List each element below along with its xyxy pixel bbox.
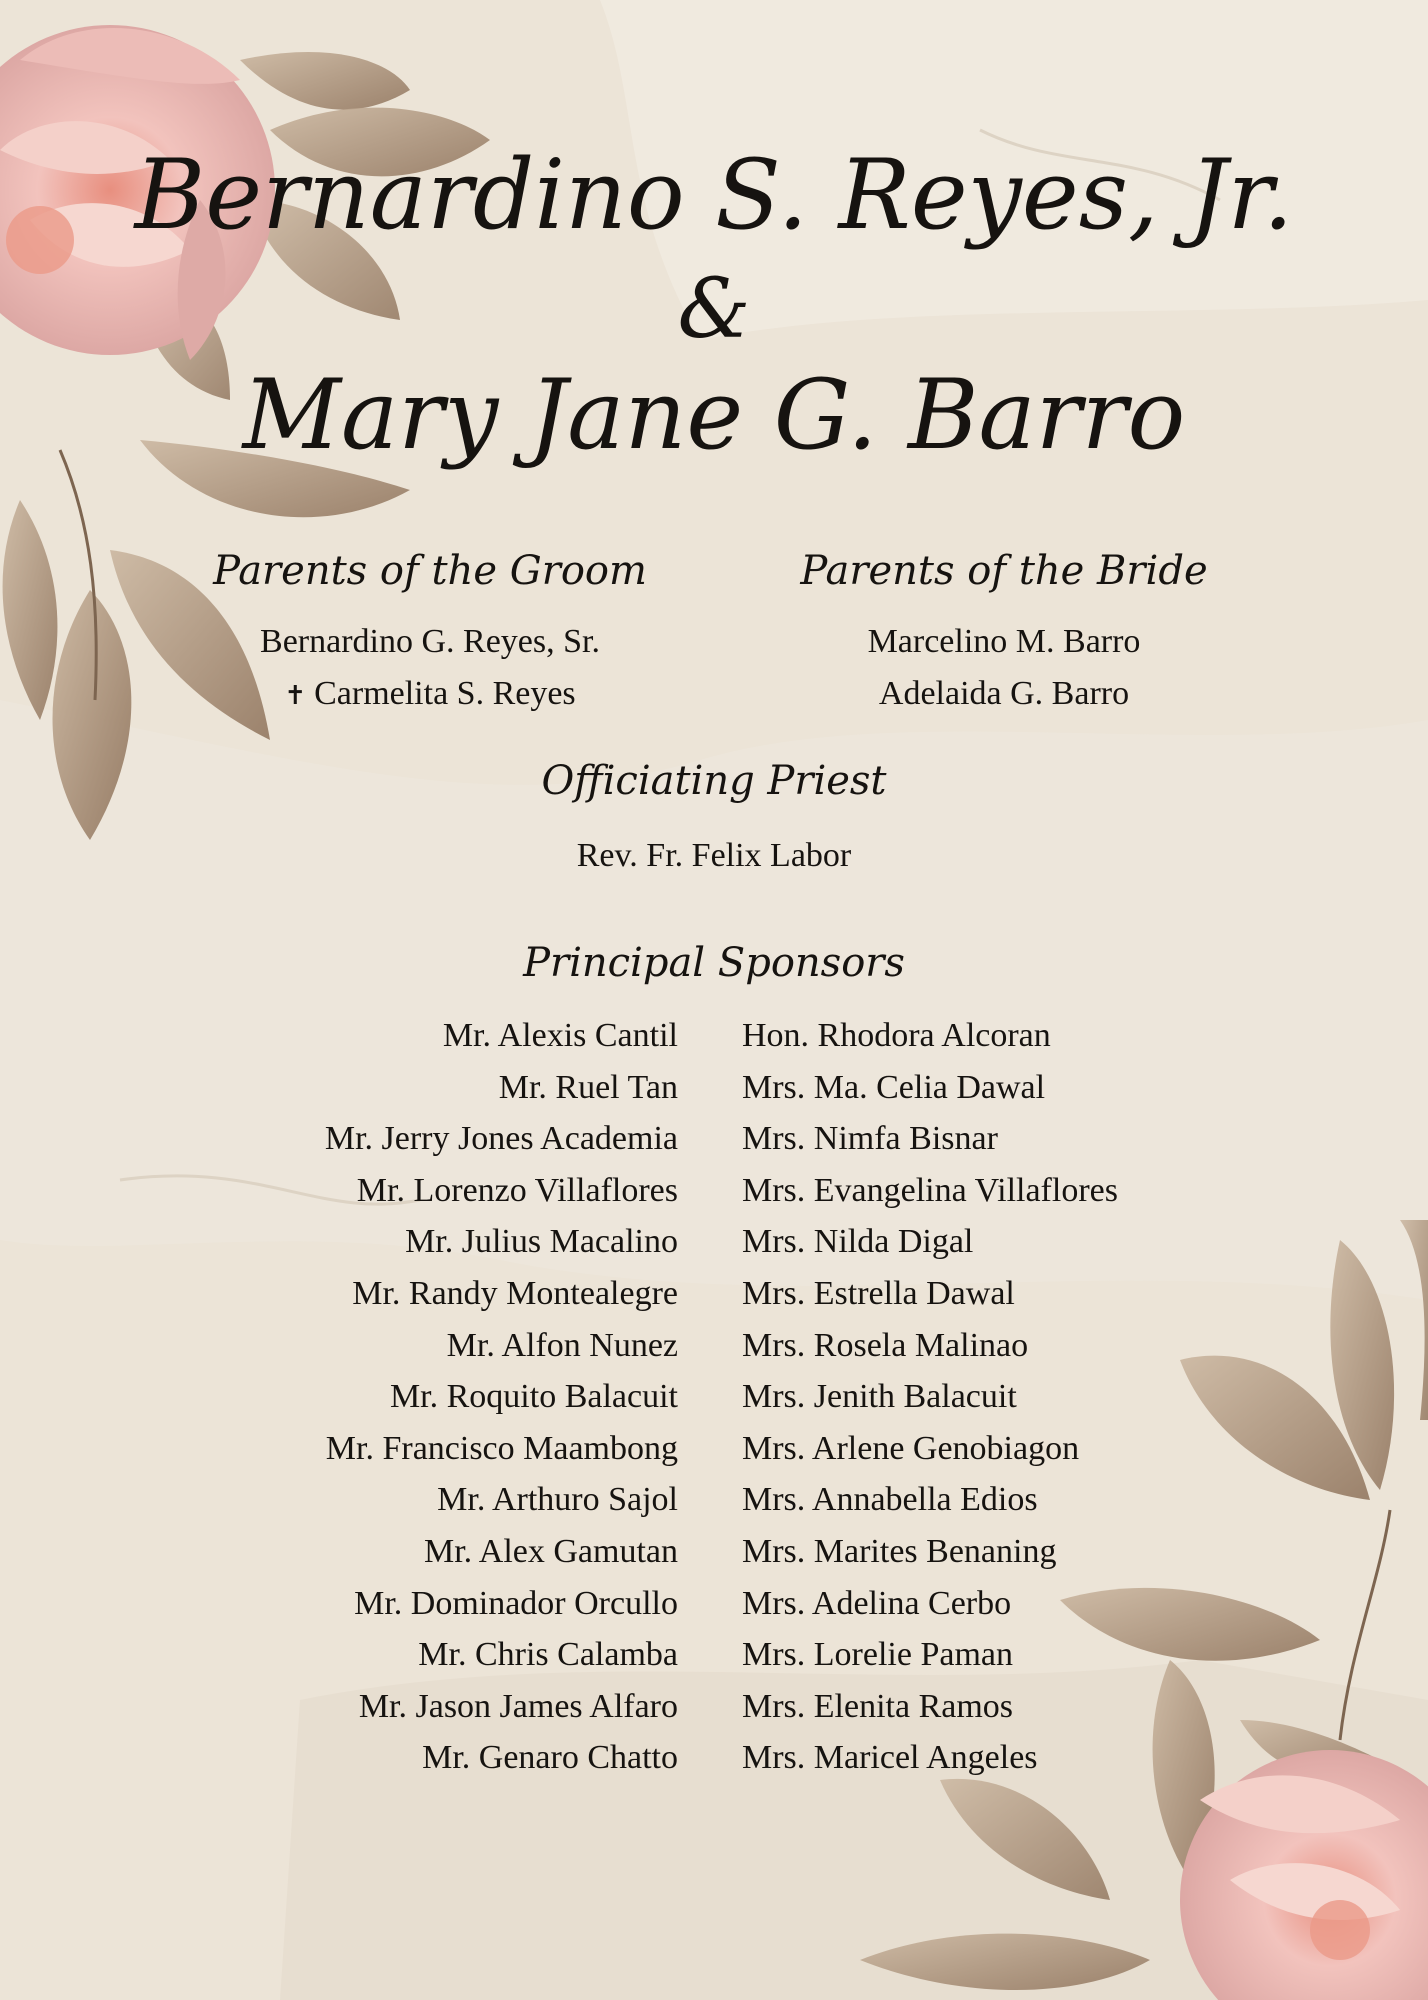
sponsor-name: Mrs. Adelina Cerbo (742, 1584, 1012, 1622)
groom-mother-row (170, 668, 690, 722)
bride-name: Mary Jane G. Barro (242, 359, 1186, 471)
sponsor-name: Mrs. Arlene Genobiagon (742, 1429, 1080, 1467)
sponsor-name: Mr. Julius Macalino (405, 1223, 678, 1261)
sponsor-name: Mr. Alexis Cantil (442, 1017, 678, 1054)
bride-parents-heading: Parents of the Bride (800, 548, 1208, 594)
sponsor-name: Mr. Randy Montealegre (352, 1274, 678, 1312)
groom-parents-heading: Parents of the Groom (213, 548, 647, 594)
sponsor-name: Mrs. Rosela Malinao (742, 1326, 1029, 1364)
sponsor-name: Mr. Alex Gamutan (423, 1532, 678, 1570)
sponsor-name: Mrs. Elenita Ramos (742, 1687, 1014, 1725)
officiating-priest: Rev. Fr. Felix Labor (576, 837, 852, 874)
sponsors-heading: Principal Sponsors (523, 940, 905, 986)
sponsor-name: Mr. Chris Calamba (418, 1636, 678, 1674)
sponsor-name: Mr. Ruel Tan (498, 1068, 678, 1106)
cross-icon: ✝ (284, 681, 307, 710)
officiating-heading: Officiating Priest (541, 758, 887, 804)
sponsor-name: Mrs. Lorelie Paman (742, 1636, 1013, 1674)
sponsor-name: Mr. Alfon Nunez (446, 1326, 678, 1364)
sponsor-name: Mr. Jason James Alfaro (358, 1687, 678, 1725)
sponsor-name: Mr. Arthuro Sajol (437, 1481, 678, 1519)
sponsor-name: Mr. Francisco Maambong (325, 1429, 678, 1467)
male-sponsors-list (325, 1010, 678, 1784)
sponsor-name: Mr. Dominador Orcullo (354, 1584, 678, 1622)
sponsor-name: Mrs. Maricel Angeles (742, 1739, 1038, 1777)
bride-mother: Adelaida G. Barro (878, 675, 1130, 712)
sponsor-name: Mrs. Ma. Celia Dawal (742, 1068, 1046, 1106)
groom-mother: Carmelita S. Reyes (314, 675, 576, 712)
sponsor-name: Mr. Lorenzo Villaflores (356, 1171, 678, 1209)
sponsor-name: Mrs. Estrella Dawal (742, 1274, 1015, 1312)
sponsor-name: Mrs. Marites Benaning (742, 1532, 1057, 1570)
sponsor-name: Mrs. Nilda Digal (742, 1223, 974, 1261)
sponsor-name: Mrs. Evangelina Villaflores (742, 1171, 1118, 1209)
sponsor-name: Mr. Jerry Jones Academia (324, 1120, 678, 1158)
sponsor-name: Mrs. Annabella Edios (742, 1481, 1038, 1519)
groom-parents (170, 616, 690, 722)
sponsor-name: Mr. Genaro Chatto (422, 1739, 678, 1777)
ampersand: & (677, 262, 751, 357)
bride-parents (744, 616, 1264, 720)
bride-father: Marcelino M. Barro (867, 623, 1141, 660)
sponsor-name: Mrs. Jenith Balacuit (742, 1378, 1017, 1416)
female-sponsors-list (742, 1010, 1118, 1784)
sponsor-name: Mrs. Nimfa Bisnar (742, 1120, 998, 1158)
sponsor-name: Mr. Roquito Balacuit (389, 1378, 678, 1416)
groom-name: Bernardino S. Reyes, Jr. (134, 139, 1294, 251)
groom-father: Bernardino G. Reyes, Sr. (260, 623, 600, 660)
sponsor-name: Hon. Rhodora Alcoran (742, 1017, 1051, 1054)
